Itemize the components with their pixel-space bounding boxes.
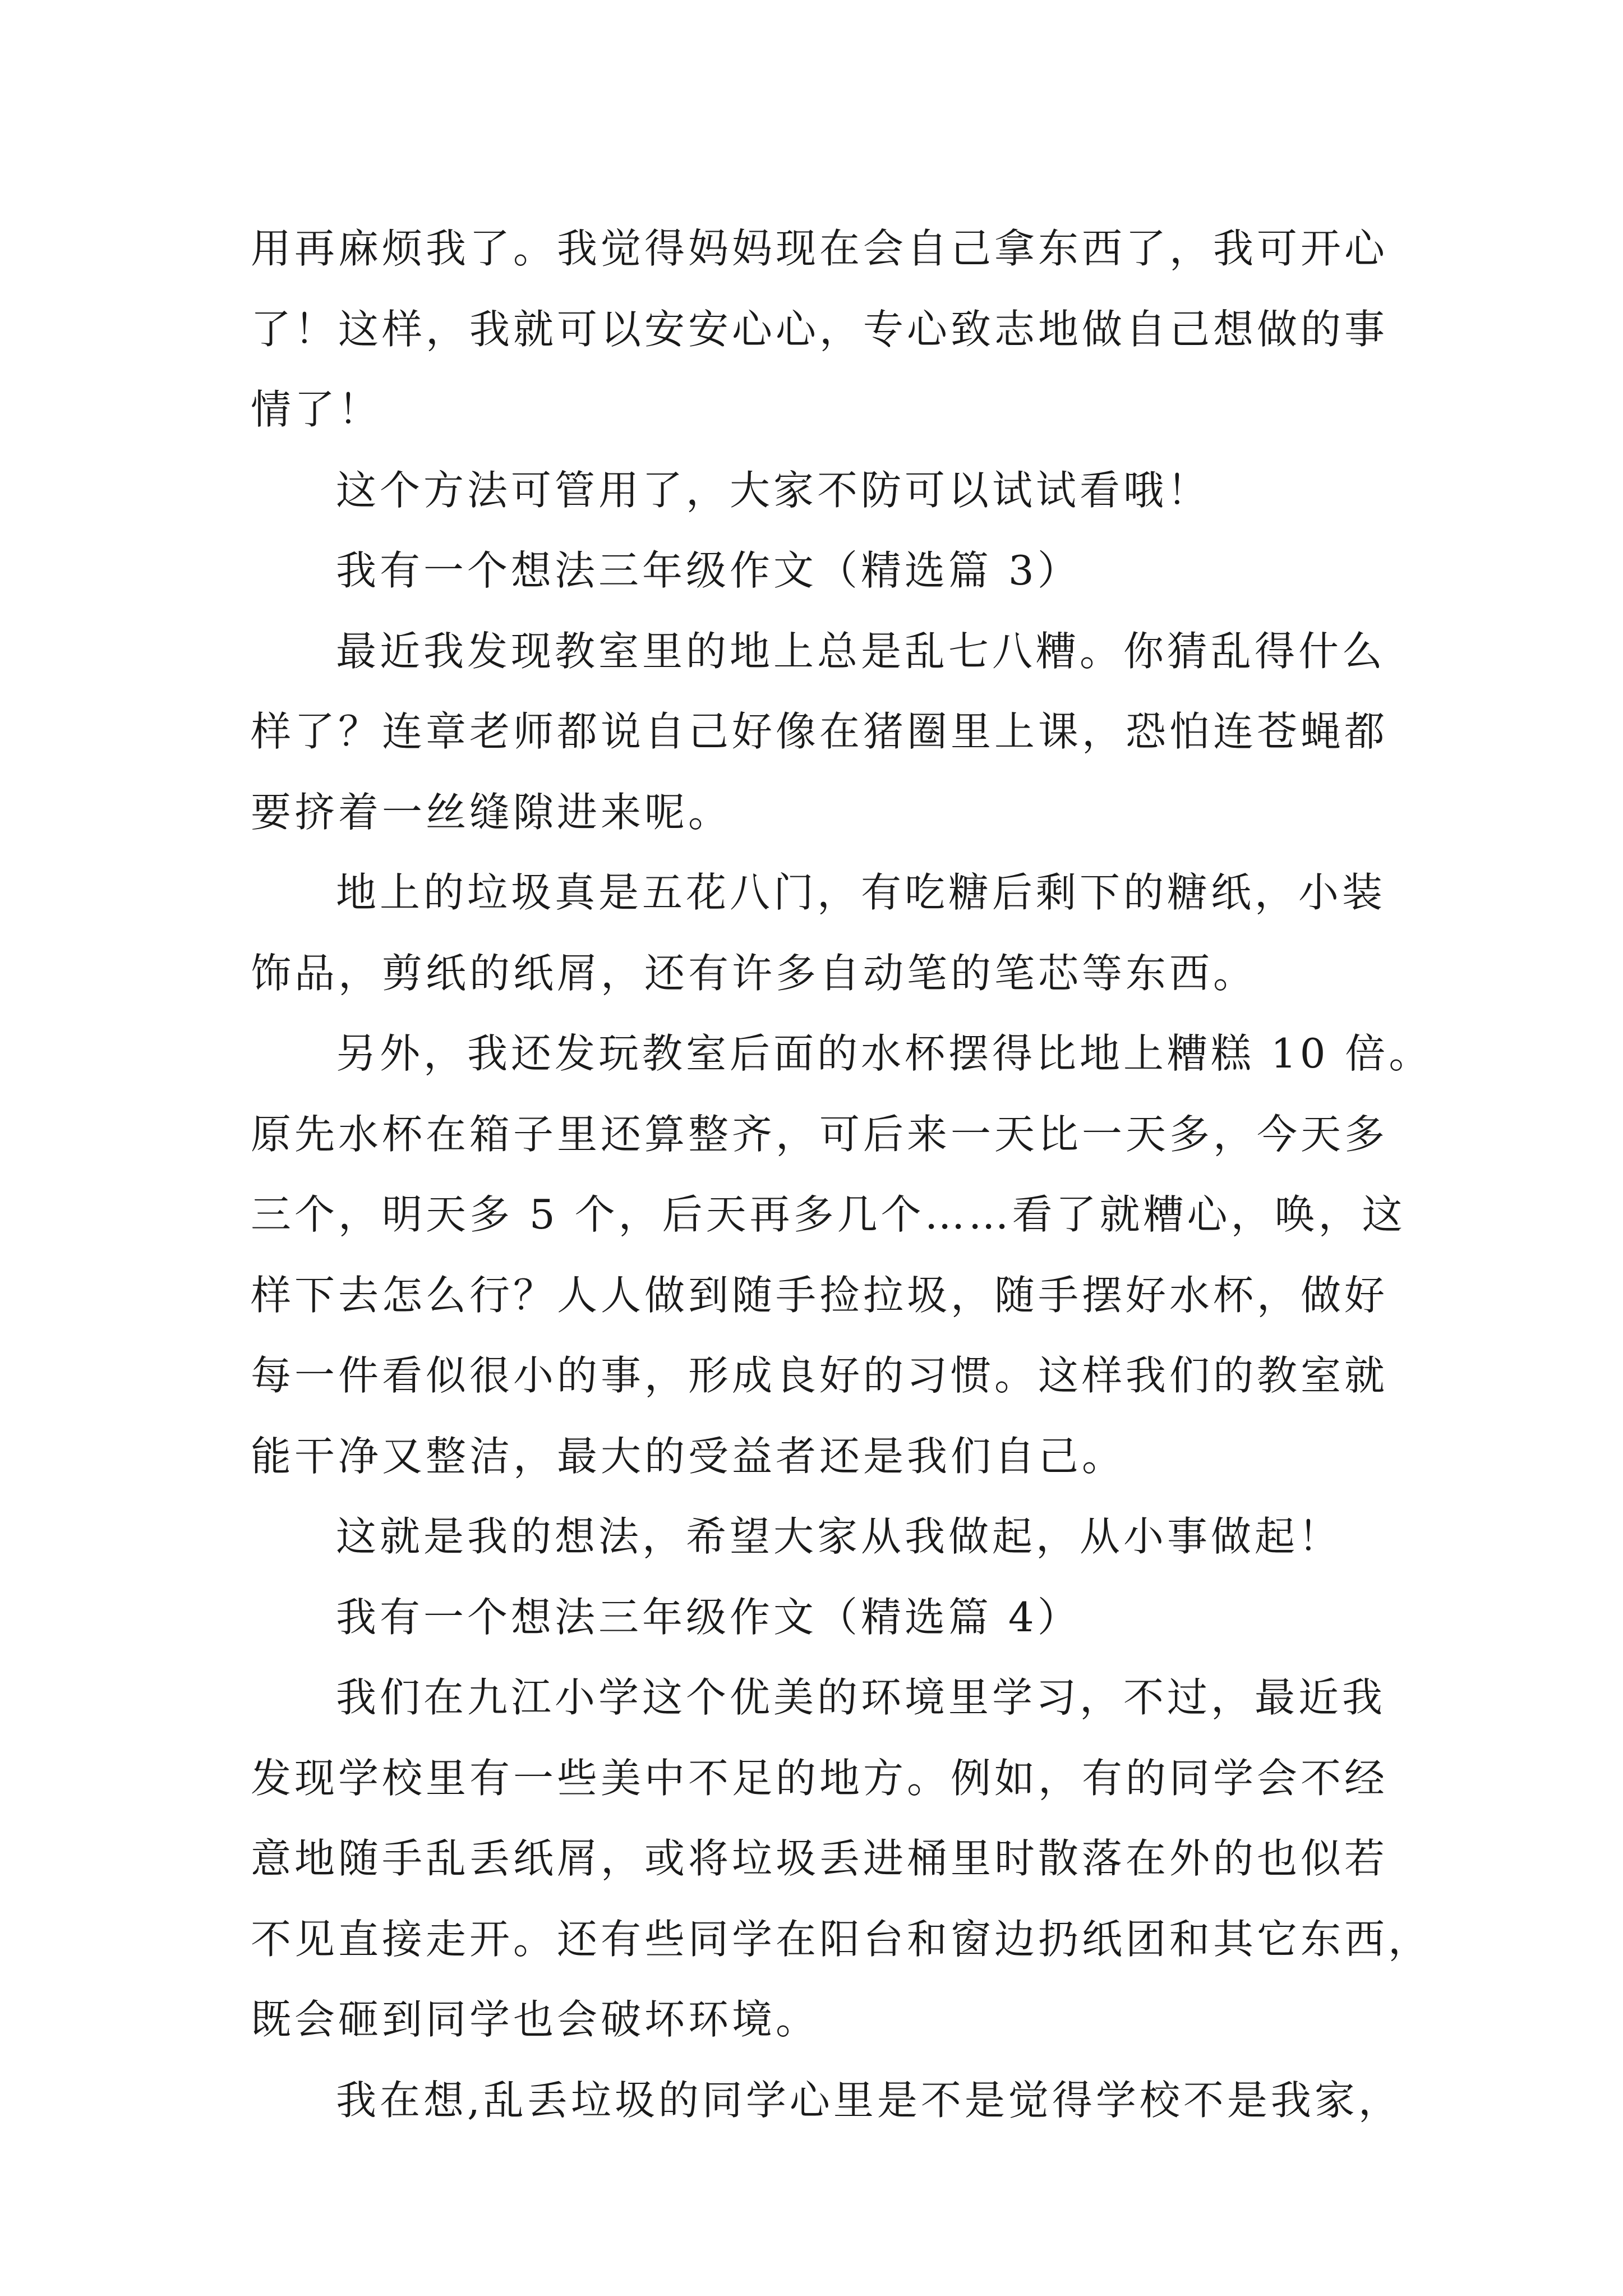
text-line: 我们在九江小学这个优美的环境里学习，不过，最近我	[336, 1674, 1386, 1721]
text-line: 情了！	[251, 386, 382, 433]
text-line: 不见直接走开。还有些同学在阳台和窗边扔纸团和其它东西，	[251, 1915, 1432, 1963]
text-line: 我在想,乱丢垃圾的同学心里是不是觉得学校不是我家，	[336, 2076, 1402, 2124]
text-line: 用再麻烦我了。我觉得妈妈现在会自己拿东西了，我可开心	[251, 225, 1389, 272]
text-line: 意地随手乱丢纸屑，或将垃圾丢进桶里时散落在外的也似若	[251, 1835, 1389, 1882]
text-line: 这就是我的想法，希望大家从我做起，从小事做起！	[336, 1513, 1343, 1560]
text-line: 每一件看似很小的事，形成良好的习惯。这样我们的教室就	[251, 1352, 1389, 1399]
section-heading: 我有一个想法三年级作文（精选篇 3）	[336, 547, 1081, 594]
text-line: 了！这样，我就可以安安心心，专心致志地做自己想做的事	[251, 305, 1389, 353]
text-line: 另外，我还发玩教室后面的水杯摆得比地上糟糕 10 倍。	[336, 1030, 1433, 1077]
body-text	[251, 209, 1433, 2141]
text-line: 最近我发现教室里的地上总是乱七八糟。你猜乱得什么	[336, 627, 1386, 675]
text-line: 原先水杯在箱子里还算整齐，可后来一天比一天多，今天多	[251, 1110, 1389, 1158]
text-line: 饰品，剪纸的纸屑，还有许多自动笔的笔芯等东西。	[251, 949, 1257, 997]
text-line: 三个，明天多 5 个，后天再多几个……看了就糟心，唤，这	[251, 1191, 1406, 1238]
text-line: 既会砸到同学也会破坏环境。	[251, 1996, 820, 2043]
text-line: 要挤着一丝缝隙进来呢。	[251, 788, 732, 836]
text-line: 样下去怎么行？人人做到随手捡拉圾，随手摆好水杯，做好	[251, 1271, 1389, 1319]
text-line: 能干净又整洁，最大的受益者还是我们自己。	[251, 1432, 1126, 1480]
text-line: 这个方法可管用了，大家不防可以试试看哦！	[336, 466, 1211, 514]
text-line: 地上的垃圾真是五花八门，有吃糖后剩下的糖纸，小装	[336, 869, 1386, 916]
text-line: 发现学校里有一些美中不足的地方。例如，有的同学会不经	[251, 1754, 1389, 1802]
section-heading: 我有一个想法三年级作文（精选篇 4）	[336, 1593, 1081, 1641]
text-line: 样了？连章老师都说自己好像在猪圈里上课，恐怕连苍蝇都	[251, 708, 1389, 755]
